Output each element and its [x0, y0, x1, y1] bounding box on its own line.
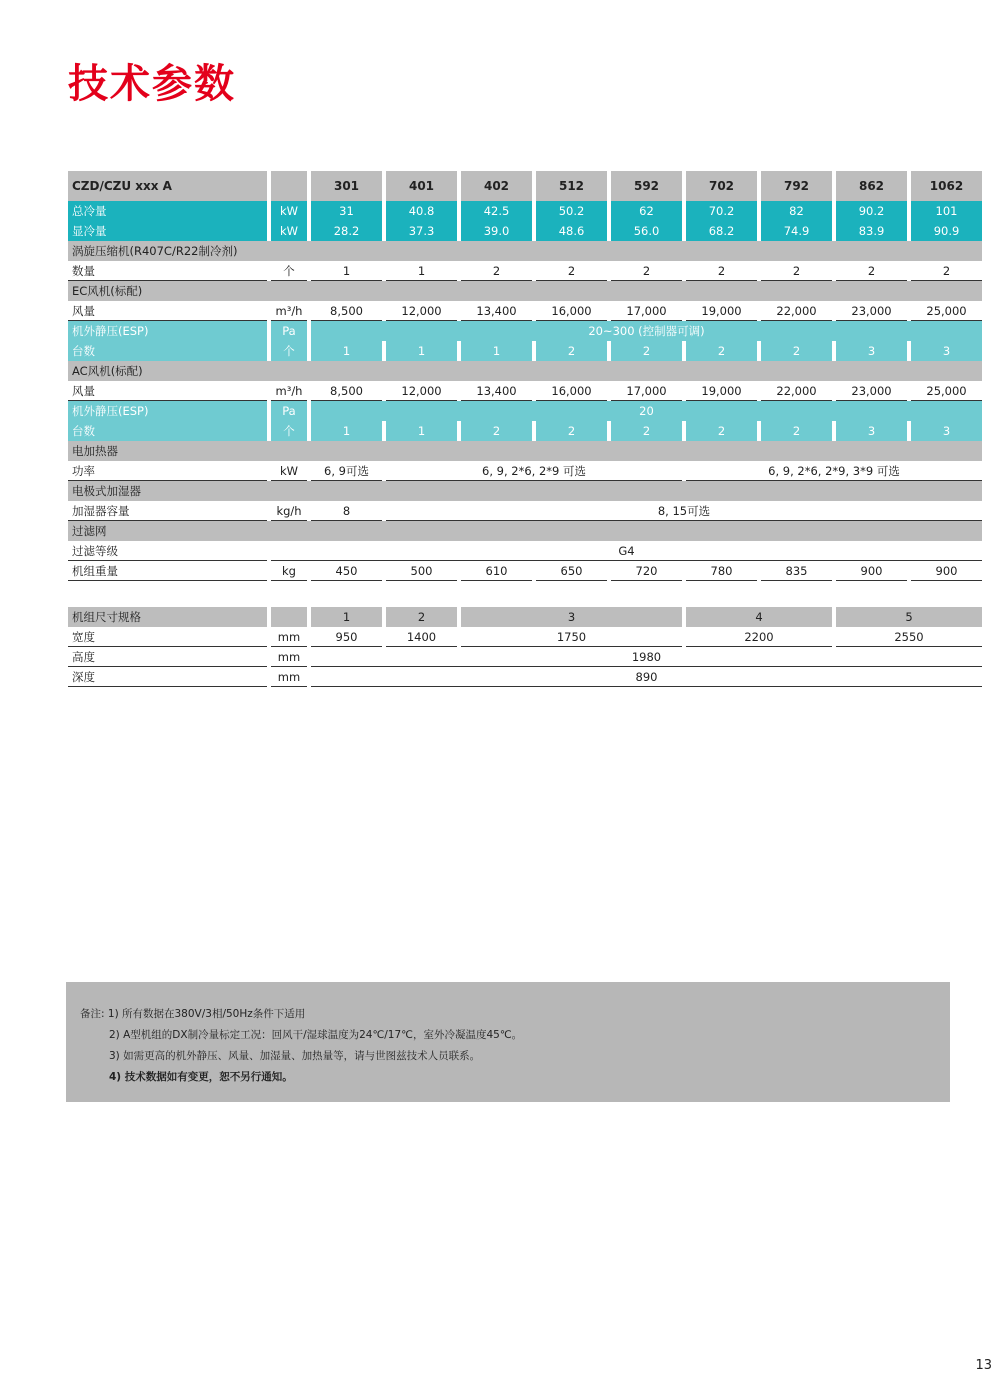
- table-cell: 50.2: [536, 201, 607, 221]
- row-label: 机组重量: [68, 561, 267, 581]
- size-header: 3: [461, 607, 682, 627]
- table-header-unit: [271, 171, 307, 201]
- table-cell: 950: [311, 627, 382, 647]
- row-label: 机外静压(ESP): [68, 401, 267, 421]
- row-label: 高度: [68, 647, 267, 667]
- table-cell: 2: [686, 421, 757, 441]
- table-cell: 3: [911, 421, 982, 441]
- table-cell: 22,000: [761, 301, 832, 321]
- dimensions-table: [68, 607, 982, 687]
- table-cell: 12,000: [386, 381, 457, 401]
- table-cell: 450: [311, 561, 382, 581]
- table-cell: 2: [761, 261, 832, 281]
- section-ec-fan: EC风机(标配): [68, 281, 982, 301]
- model-header: 401: [386, 171, 457, 201]
- table-cell: 8,500: [311, 381, 382, 401]
- page-title: 技术参数: [68, 61, 236, 107]
- note-1: 备注: 1) 所有数据在380V/3相/50Hz条件下适用: [80, 1008, 306, 1020]
- row-unit: 个: [271, 341, 307, 361]
- model-header: 792: [761, 171, 832, 201]
- row-label: 风量: [68, 381, 267, 401]
- table-cell: 23,000: [836, 381, 907, 401]
- row-unit: kg/h: [271, 501, 307, 521]
- table-cell: 39.0: [461, 221, 532, 241]
- table-cell: 17,000: [611, 301, 682, 321]
- row-unit: mm: [271, 667, 307, 687]
- table-cell: 42.5: [461, 201, 532, 221]
- size-header: 2: [386, 607, 457, 627]
- row-label: 数量: [68, 261, 267, 281]
- table-cell: 37.3: [386, 221, 457, 241]
- table-cell-merged: 8, 15可选: [386, 501, 982, 521]
- table-cell-merged: 20~300 (控制器可调): [311, 321, 982, 341]
- row-unit: kW: [271, 221, 307, 241]
- table-cell: 19,000: [686, 381, 757, 401]
- table-cell: 8: [311, 501, 382, 521]
- table-cell: 2: [761, 421, 832, 441]
- row-label: 宽度: [68, 627, 267, 647]
- row-label: 机外静压(ESP): [68, 321, 267, 341]
- table-cell: 1: [386, 421, 457, 441]
- table-cell: 56.0: [611, 221, 682, 241]
- row-label: 过滤等级: [68, 541, 267, 561]
- table-cell: 12,000: [386, 301, 457, 321]
- table-cell: 62: [611, 201, 682, 221]
- notes-box: [66, 982, 950, 1102]
- row-label: 台数: [68, 341, 267, 361]
- table-cell: 2: [761, 341, 832, 361]
- table-cell-merged: 6, 9, 2*6, 2*9, 3*9 可选: [686, 461, 982, 481]
- table-cell: 101: [911, 201, 982, 221]
- row-unit: kg: [271, 561, 307, 581]
- model-header: 301: [311, 171, 382, 201]
- note-3: 3) 如需更高的机外静压、风量、加湿量、加热量等，请与世图兹技术人员联系。: [109, 1050, 481, 1062]
- row-unit: kW: [271, 201, 307, 221]
- table-cell: 16,000: [536, 381, 607, 401]
- table-cell: 1400: [386, 627, 457, 647]
- table-cell: 2: [461, 421, 532, 441]
- table-cell: 82: [761, 201, 832, 221]
- table-cell: 1: [386, 261, 457, 281]
- table-cell: 74.9: [761, 221, 832, 241]
- row-label: 台数: [68, 421, 267, 441]
- table-cell: 22,000: [761, 381, 832, 401]
- table-cell: 900: [911, 561, 982, 581]
- section-humidifier: 电极式加湿器: [68, 481, 982, 501]
- table-cell: 1: [461, 341, 532, 361]
- table-cell: 610: [461, 561, 532, 581]
- dim-header-unit: [271, 607, 307, 627]
- table-cell: 2: [611, 261, 682, 281]
- table-cell: 2200: [686, 627, 832, 647]
- page-number: 13: [975, 1358, 992, 1373]
- table-cell: 1: [311, 261, 382, 281]
- table-cell: 2: [911, 261, 982, 281]
- dim-header-label: 机组尺寸规格: [68, 607, 267, 627]
- size-header: 1: [311, 607, 382, 627]
- table-cell: 900: [836, 561, 907, 581]
- table-cell: 835: [761, 561, 832, 581]
- table-cell: 17,000: [611, 381, 682, 401]
- table-cell-merged: 6, 9, 2*6, 2*9 可选: [386, 461, 682, 481]
- model-header: 402: [461, 171, 532, 201]
- table-cell: 13,400: [461, 301, 532, 321]
- row-unit: mm: [271, 647, 307, 667]
- table-cell: 780: [686, 561, 757, 581]
- table-cell: 2: [536, 421, 607, 441]
- table-cell: 1750: [461, 627, 682, 647]
- spec-table: [68, 171, 982, 601]
- row-unit: Pa: [271, 401, 307, 421]
- note-2: 2) A型机组的DX制冷量标定工况：回风干/湿球温度为24℃/17℃，室外冷凝温度45℃。: [109, 1029, 523, 1041]
- table-cell: 6, 9可选: [311, 461, 382, 481]
- table-cell: 3: [836, 421, 907, 441]
- table-cell: 2: [686, 261, 757, 281]
- table-cell: 25,000: [911, 301, 982, 321]
- table-cell: 2: [611, 421, 682, 441]
- section-ac-fan: AC风机(标配): [68, 361, 982, 381]
- row-unit: m³/h: [271, 381, 307, 401]
- table-cell: 48.6: [536, 221, 607, 241]
- table-cell: 3: [836, 341, 907, 361]
- section-filter: 过滤网: [68, 521, 982, 541]
- model-header: 862: [836, 171, 907, 201]
- table-header-model: CZD/CZU xxx A: [68, 171, 267, 201]
- table-cell: 720: [611, 561, 682, 581]
- row-label: 功率: [68, 461, 267, 481]
- table-cell: 70.2: [686, 201, 757, 221]
- size-header: 4: [686, 607, 832, 627]
- table-cell: 40.8: [386, 201, 457, 221]
- table-cell-merged: 20: [311, 401, 982, 421]
- table-cell-merged: 890: [311, 667, 982, 687]
- table-cell: 1: [386, 341, 457, 361]
- section-heater: 电加热器: [68, 441, 982, 461]
- row-unit: 个: [271, 261, 307, 281]
- table-cell: 13,400: [461, 381, 532, 401]
- table-cell: 19,000: [686, 301, 757, 321]
- table-cell: 2: [686, 341, 757, 361]
- table-cell: 28.2: [311, 221, 382, 241]
- section-compressor: 涡旋压缩机(R407C/R22制冷剂): [68, 241, 982, 261]
- table-cell: 23,000: [836, 301, 907, 321]
- table-cell: 650: [536, 561, 607, 581]
- table-cell: 90.9: [911, 221, 982, 241]
- table-cell: 16,000: [536, 301, 607, 321]
- row-unit: Pa: [271, 321, 307, 341]
- table-cell: 25,000: [911, 381, 982, 401]
- row-label: 深度: [68, 667, 267, 687]
- table-cell: 31: [311, 201, 382, 221]
- table-cell: 2550: [836, 627, 982, 647]
- table-cell: 1: [311, 341, 382, 361]
- table-cell: 1: [311, 421, 382, 441]
- row-label: 加湿器容量: [68, 501, 267, 521]
- row-unit: mm: [271, 627, 307, 647]
- table-cell-merged: G4: [271, 541, 982, 561]
- row-unit: 个: [271, 421, 307, 441]
- model-header: 1062: [911, 171, 982, 201]
- table-cell: 2: [461, 261, 532, 281]
- row-unit: kW: [271, 461, 307, 481]
- table-cell: 8,500: [311, 301, 382, 321]
- model-header: 592: [611, 171, 682, 201]
- size-header: 5: [836, 607, 982, 627]
- table-cell: 3: [911, 341, 982, 361]
- table-cell: 90.2: [836, 201, 907, 221]
- table-cell: 68.2: [686, 221, 757, 241]
- table-cell: 83.9: [836, 221, 907, 241]
- table-cell: 2: [536, 261, 607, 281]
- table-cell: 2: [536, 341, 607, 361]
- table-cell: 2: [611, 341, 682, 361]
- table-cell: 500: [386, 561, 457, 581]
- row-label: 总冷量: [68, 201, 267, 221]
- model-header: 702: [686, 171, 757, 201]
- row-unit: m³/h: [271, 301, 307, 321]
- table-cell: 2: [836, 261, 907, 281]
- row-label: 风量: [68, 301, 267, 321]
- row-label: 显冷量: [68, 221, 267, 241]
- table-cell-merged: 1980: [311, 647, 982, 667]
- note-4: 4) 技术数据如有变更，恕不另行通知。: [109, 1071, 293, 1083]
- model-header: 512: [536, 171, 607, 201]
